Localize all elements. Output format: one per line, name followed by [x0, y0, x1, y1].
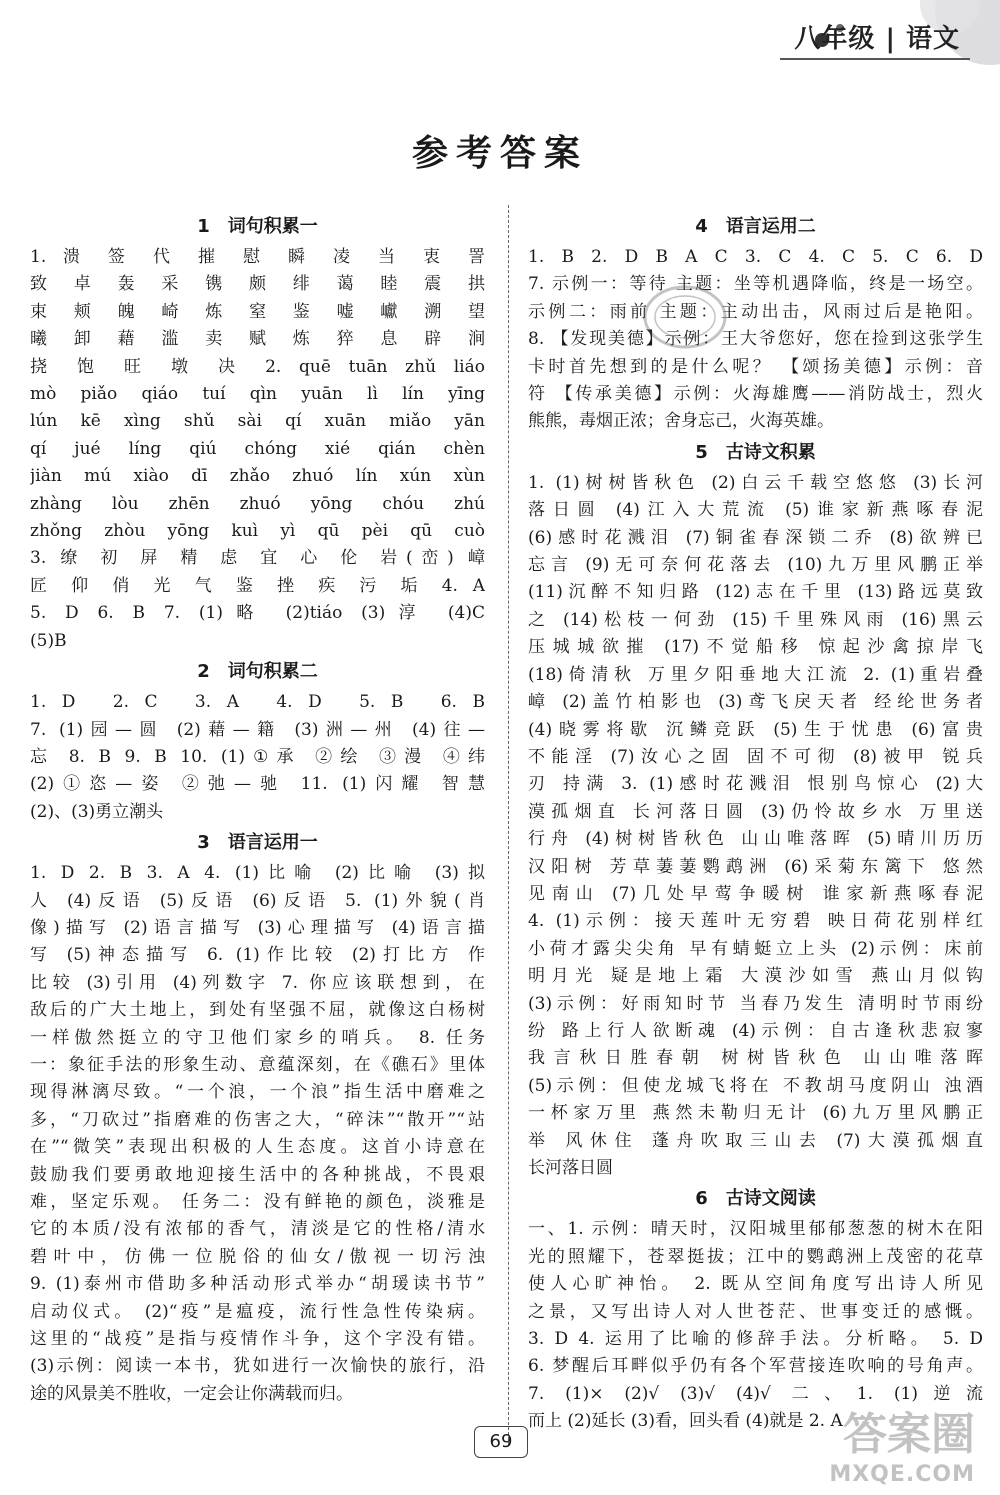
section-title: 1 词句积累一: [197, 216, 318, 237]
section-title: 2 词句积累二: [197, 661, 318, 683]
answer-line: 鼓励我们要勇敢地迎接生活中的各种挑战，不畏艰: [30, 1164, 485, 1185]
answer-line: zhàng lòu zhēn zhuó yōng chóu zhú: [30, 493, 485, 514]
answer-line: (2)、(3)勇立潮头: [30, 801, 164, 822]
answer-line: 示例二：雨前 主题：主动出击，风雨过后是艳阳。: [528, 301, 983, 322]
answer-line: 7. (1)× (2)√ (3)√ (4)√ 二、1. (1)逆流: [528, 1383, 983, 1404]
answer-line: 束 颊 魄 崎 炼 窒 鉴 嘘 巘 溯 望: [30, 301, 485, 322]
section-title: 4 语言运用二: [695, 216, 816, 237]
answer-line: 8. 【发现美德】示例：王大爷您好，您在捡到这张学生: [528, 329, 983, 350]
answer-line: 它的本质/没有浓郁的香气，清淡是它的性格/清水: [30, 1219, 485, 1240]
answer-line: 而上 (2)延长 (3)看，回头看 (4)就是 2. A: [528, 1411, 843, 1432]
answer-line: 7. 示例一：等待 主题：坐等机遇降临，终是一场空。: [528, 274, 983, 295]
answer-line: 长河落日圆: [528, 1158, 613, 1178]
answer-line: 1. D 2. B 3. A 4. (1)比喻 (2)比喻 (3)拟: [30, 863, 485, 884]
answer-line: 忘 8. B 9. B 10. (1)①承 ②绘 ③漫 ④纬: [30, 746, 485, 767]
answer-line: 一、1. 示例：晴天时，汉阳城里郁郁葱葱的树木在阳: [528, 1219, 983, 1240]
answer-line: 卡时首先想到的是什么呢？ 【颂扬美德】示例：音: [528, 356, 983, 377]
answer-line: 9. (1)泰州市借助多种活动形式举办“胡瑗读书节”: [30, 1274, 485, 1295]
answer-line: 1. 溃 签 代 摧 慰 瞬 凌 当 衷 詈: [30, 247, 485, 267]
answer-line: 人 (4)反语 (5)反语 (6)反语 5. (1)外貌(肖: [30, 890, 485, 911]
answer-line: 嶂 (2)盖竹柏影也 (3)鸢飞戾天者 经纶世务者: [528, 692, 983, 713]
answer-line: 1. B 2. D B A C 3. C 4. C 5. C 6. D: [528, 247, 983, 267]
answer-line: 一样傲然挺立的守卫他们家乡的哨兵。 8. 任务: [30, 1027, 485, 1048]
answer-line: 在”“微笑”表现出积极的人生态度。这首小诗意在: [30, 1137, 485, 1158]
answer-line: 匠 仰 俏 光 气 鉴 挫 疾 污 垢 4. A: [30, 575, 485, 596]
answer-line: 符 【传承美德】示例：火海雄鹰——消防战士，烈火: [528, 384, 983, 405]
section-title: 3 语言运用一: [197, 832, 318, 854]
answer-line: 7. (1)园—圆 (2)藉—籍 (3)洲—州 (4)往—: [30, 719, 485, 740]
answer-line: mò piǎo qiáo tuí qìn yuān lì lín yīng: [30, 384, 485, 405]
answer-line: jiàn mú xiào dī zhǎo zhuó lín xún xùn: [30, 466, 485, 487]
answer-line: 忘言 (9)无可奈何花落去 (10)九万里风鹏正举: [528, 555, 983, 576]
answer-line: zhǒng zhòu yōng kuì yì qū pèi qū cuò: [30, 521, 485, 542]
answer-line: 见南山 (7)几处早莺争暖树 谁家新燕啄春泥: [528, 883, 983, 904]
answer-line: 比较 (3)引用 (4)列数字 7. 你应该联想到，在: [30, 972, 485, 993]
answer-line: (18)倚清秋 万里夕阳垂地大江流 2. (1)重岩叠: [528, 664, 983, 685]
answer-line: 之景，又写出诗人对人世苍茫、世事变迁的感慨。: [528, 1301, 983, 1322]
stamp-icon: [640, 282, 730, 352]
answer-line: 熊熊，毒烟正浓；舍身忘己，火海英雄。: [528, 411, 834, 432]
answer-line: 途的风景美不胜收，一定会让你满载而归。: [30, 1383, 353, 1404]
answer-line: 曦 卸 藉 滥 卖 赋 炼 猝 息 辟 涧: [30, 329, 485, 350]
section-title: 5 古诗文积累: [695, 441, 816, 463]
answer-line: 1. D 2. C 3. A 4. D 5. B 6. B: [30, 692, 485, 713]
column-divider: [508, 205, 509, 1445]
answer-line: (2)①恣—姿 ②弛—驰 11. (1)闪耀 智慧: [30, 774, 485, 795]
answer-line: (6)感时花溅泪 (7)铜雀春深锁二乔 (8)欲辨已: [528, 527, 983, 548]
answer-line: 纷 路上行人欲断魂 (4)示例：自古逢秋悲寂寥: [528, 1020, 983, 1041]
answer-line: 6. 梦醒后耳畔似乎仍有各个军营接连吹响的号角声。: [528, 1356, 983, 1377]
answer-line: 3. D 4. 运用了比喻的修辞手法。分析略。 5. D: [528, 1329, 983, 1350]
answer-line: 漠孤烟直 长河落日圆 (3)仍怜故乡水 万里送: [528, 801, 983, 822]
watermark: [829, 1398, 975, 1487]
answer-line: 5. D 6. B 7. (1)略 (2)tiáo (3)淳 (4)C: [30, 603, 485, 624]
answer-line: 明月光 疑是地上霜 大漠沙如雪 燕山月似钩: [528, 966, 983, 987]
answer-line: qí jué líng qiú chóng xié qián chèn: [30, 438, 485, 459]
answer-line: lún kē xìng shǔ sài qí xuān miǎo yān: [30, 411, 485, 432]
section-title: 6 古诗文阅读: [695, 1188, 816, 1210]
answer-line: 光的照耀下，苍翠挺拔；江中的鹦鹉洲上茂密的花草: [528, 1246, 983, 1267]
answer-line: 碧叶中，仿佛一位脱俗的仙女/傲视一切污浊: [30, 1246, 485, 1267]
answer-line: 启动仪式。 (2)“疫”是瘟疫，流行性急性传染病。: [30, 1301, 485, 1322]
answer-line: 3. 缭 初 屏 精 虑 宜 心 伦 岩(峦) 嶂: [30, 548, 485, 569]
answer-line: 不能淫 (7)汝心之固 固不可彻 (8)被甲 锐兵: [528, 746, 983, 767]
answer-line: 难，坚定乐观。 任务二：没有鲜艳的颜色，淡雅是: [30, 1192, 485, 1212]
watermark-site: MXQE.COM: [829, 1462, 975, 1487]
answer-line: (5)示例：但使龙城飞将在 不教胡马度阴山 浊酒: [528, 1075, 983, 1096]
page-number: 69: [474, 1426, 528, 1458]
page-title: 参考答案: [411, 133, 588, 174]
left-column: [30, 210, 485, 1408]
answer-line: (4)晓雾将歇 沉鳞竞跃 (5)生于忧患 (6)富贵: [528, 719, 983, 740]
answer-line: 这里的“战疫”是指与疫情作斗争，这个字没有错。: [30, 1329, 485, 1350]
answer-line: 使人心旷神怡。 2. 既从空间角度写出诗人所见: [528, 1274, 983, 1295]
answer-line: 行舟 (4)树树皆秋色 山山唯落晖 (5)晴川历历: [528, 829, 983, 850]
answer-line: 汉阳树 芳草萋萋鹦鹉洲 (6)采菊东篱下 悠然: [528, 856, 983, 877]
answer-line: 举 风休住 蓬舟吹取三山去 (7)大漠孤烟直: [528, 1130, 983, 1151]
answer-line: 4. (1)示例：接天莲叶无穷碧 映日荷花别样红: [528, 911, 983, 932]
answer-line: (11)沉醉不知归路 (12)志在千里 (13)路远莫致: [528, 582, 983, 603]
answer-line: 我言秋日胜春朝 树树皆秋色 山山唯落晖: [528, 1048, 983, 1069]
answer-line: 一：象征手法的形象生动、意蕴深刻，在《礁石》里体: [30, 1054, 485, 1075]
right-column: [528, 210, 983, 1436]
answer-line: 像)描写 (2)语言描写 (3)心理描写 (4)语言描: [30, 917, 485, 938]
answer-line: 写 (5)神态描写 6. (1)作比较 (2)打比方 作: [30, 945, 485, 966]
answer-line: (5)B: [30, 630, 67, 651]
grade-subject-label: 八年级 | 语文: [794, 24, 960, 54]
answer-line: 一杯家万里 燕然未勒归无计 (6)九万里风鹏正: [528, 1103, 983, 1124]
answer-line: 致 卓 轰 采 镌 颇 绯 蔼 睦 震 拱: [30, 274, 485, 295]
answer-line: 落日圆 (4)江入大荒流 (5)谁家新燕啄春泥: [528, 500, 983, 521]
answer-line: 多，“刀砍过”指磨难的伤害之大，“碎沫”“散开”“站: [30, 1109, 485, 1130]
answer-line: 刃 持满 3. (1)感时花溅泪 恨别鸟惊心 (2)大: [528, 774, 983, 795]
answer-line: 1. (1)树树皆秋色 (2)白云千载空悠悠 (3)长河: [528, 472, 983, 493]
answer-line: 小荷才露尖尖角 早有蜻蜓立上头 (2)示例：床前: [528, 938, 983, 959]
answer-line: (3)示例：好雨知时节 当春乃发生 清明时节雨纷: [528, 993, 983, 1014]
answer-line: 现得淋漓尽致。“一个浪，一个浪”指生活中磨难之: [30, 1082, 485, 1103]
answer-line: 敌后的广大土地上，到处有坚强不屈，就像这白杨树: [30, 1000, 485, 1021]
answer-line: 挠 饱 旺 墩 决 2. quē tuān zhǔ liáo: [30, 356, 485, 377]
answer-line: 之 (14)松枝一何劲 (15)千里殊风雨 (16)黑云: [528, 609, 983, 630]
header-rule: [780, 58, 970, 60]
watermark-logo: 答案圈: [843, 1409, 975, 1460]
answer-line: 压城城欲摧 (17)不觉船移 惊起沙禽掠岸飞: [528, 637, 983, 658]
answer-line: (3)示例：阅读一本书，犹如进行一次愉快的旅行，沿: [30, 1356, 485, 1377]
